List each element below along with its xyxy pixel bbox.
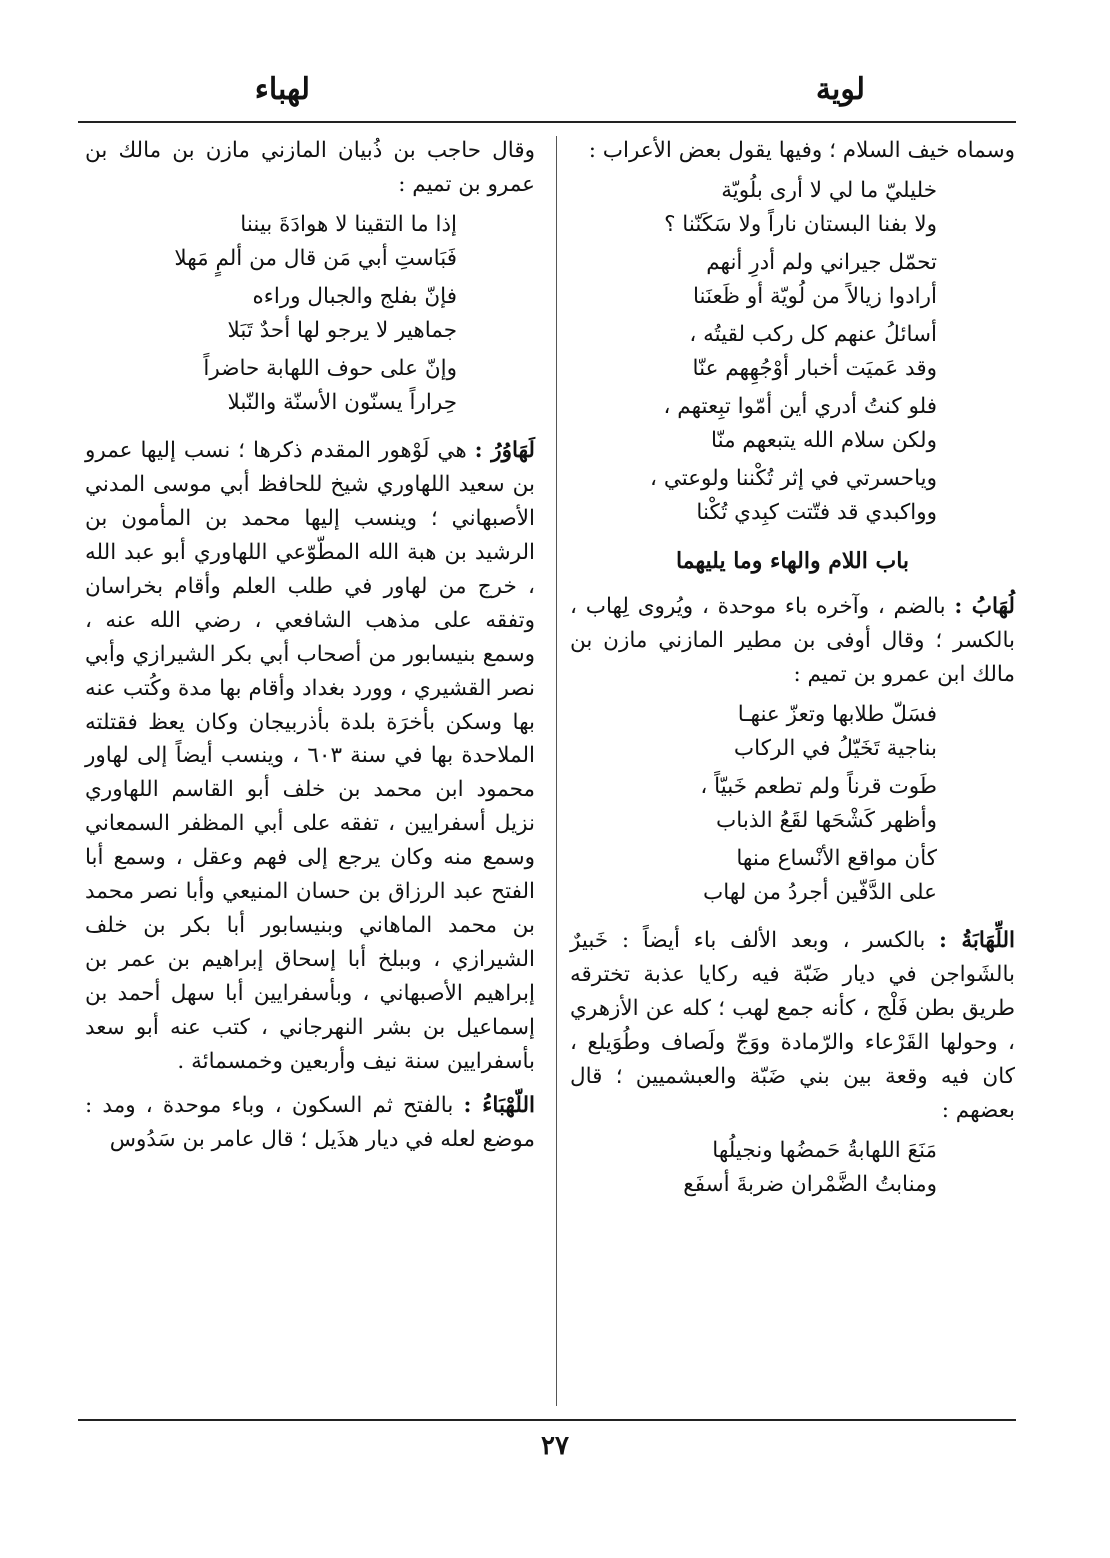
section-title: باب اللام والهاء وما يليهما [675,547,910,574]
entry-term: اللِّهَابَةُ : [939,928,1015,954]
verse-line: ولا بفنا البستان ناراً ولا سَكَنّنا ؟ [664,211,937,237]
verse-line: طَوت قرناً ولم تطعم خَبيّاً ، [700,774,937,800]
poem-block [85,208,535,420]
verse-line: وياحسرتي في إثر تُكْننا ولوعتي ، [650,465,937,491]
entry-text: بالضم ، وآخره باء موحدة ، ويُروى لِهاب ، بالكسر ؛ وقال أوفى بن مطير المازني مازن بن مالك ابن عمرو بن تميم : [570,594,1015,688]
verse-line: ومنابتُ الضَّمْران ضربةَ أسفَع [683,1171,937,1197]
verse-line: وواكبدي قد فتّتت كبِدي تُكْنا [696,499,937,525]
page-number: ٢٧ [541,1431,569,1461]
poem-block [570,174,1015,530]
verse-line: إذا ما التقينا لا هوادَةَ بيننا [240,211,457,237]
verse-line: وقد عَميَت أخبار أوْجُهِهم عنّا [692,355,937,381]
verse-line: فلو كنتُ أدري أين أمّوا تبِعتهم ، [663,393,937,419]
verse-line: وإنّ على حوف اللهابة حاضراً [203,355,457,381]
dictionary-entry [570,590,1015,692]
verse-line: أرادوا زيالاً من لُويّة أو ظَعنَنا [692,283,937,309]
intro-text: وقال حاجب بن ذُبيان المازني مازن بن مالك بن عمرو بن تميم : [85,138,535,197]
entry-term: لَهَاوُرُ : [474,437,535,463]
column-divider [556,136,557,1406]
dictionary-entry [85,434,535,1079]
entry-text: بالفتح ثم السكون ، وباء موحدة ، ومد : موضع لعله في ديار هذَيل ؛ قال عامر بن سَدُوس [85,1093,535,1153]
verse-line: حِراراً يسنّون الأسنّة والنّبلا [227,389,457,415]
verse-line: وأظهر كَشْحَها لقَعُ الذباب [716,808,937,834]
verse-line: بناجية تَخَيّلُ في الركاب [733,736,937,762]
dictionary-entry [85,1089,535,1157]
verse-line: جماهير لا يرجو لها أحدٌ تَبَلا [227,317,457,343]
entry-term: لُهَابُ : [954,594,1015,620]
verse-line: تحمّل جيراني ولم أدرِ أنهم [706,249,937,275]
verse-line: فَبَاستِ أبي مَن قال من ألمٍ مَهلا [174,245,457,271]
intro-text: وسماه خيف السلام ؛ وفيها يقول بعض الأعراب : [588,138,1015,163]
right-column [570,134,1015,1216]
top-rule [78,121,1016,123]
verse-line: ولكن سلام الله يتبعهم منّا [711,427,937,453]
poem-block [570,698,1015,910]
entry-text: بالكسر ، وبعد الألف باء أيضاً : خَبيرٌ بالشَواجن في ديار ضَبّة فيه ركايا عذبة تخترقه طريق بطن فَلْج ، كأنه جمع لهب ؛ كله عن الأزهري ، وحولها القَرْعاء والرّمادة ووَجّ ولَصاف وطُوَيلع ، كان فيه وقعة بين بني ضَبّة والعبشميين ؛ قال بعضهم : [570,928,1015,1123]
running-header-right: لوية [815,72,865,107]
verse-line: أسائلُ عنهم كل ركب لقيتُه ، [689,321,937,347]
entry-text: هي لَوْهور المقدم ذكرها ؛ نسب إليها عمرو بن سعيد اللهاوري شيخ للحافظ أبي موسى المدني الأصبهاني ؛ وينسب إليها محمد بن المأمون بن الرشيد بن هبة الله المطّوّعي اللهاوري أبو عبد الله ، خرج من لهاور في طلب العلم وأقام بخراسان وتفقه على مذهب الشافعي ، رضي الله عنه ، وسمع بنيسابور من أصحاب أبي بكر الشيرازي وأبي نصر القشيري ، وورد بغداد وأقام بها مدة وكُتب عنه بها وسكن بأخرَة بلدة بأذربيجان وكان يعظ فقتلته الملاحدة بها في سنة ٦٠٣ ، وينسب أيضاً إلى لهاور محمود ابن محمد بن خلف أبو القاسم اللهاوري نزيل أسفرايين ، تفقه على أبي المظفر السمعاني وسمع منه وكان يرجع إلى فهم وعقل ، وسمع أبا الفتح عبد الرزاق بن حسان المنيعي وأبا نصر محمد بن محمد الماهاني وبنيسابور أبا بكر بن خلف الشيرازي ، وببلخ أبا إسحاق إبراهيم بن عمر بن إبراهيم الأصبهاني ، وبأسفرايين أبا سهل أحمد بن إسماعيل بن بشر النهرجاني ، كتب عنه أبو سعد بأسفرايين سنة نيف وأربعين وخمسمائة . [85,437,535,1075]
verse-line: كأن مواقع الأنْساع منها [736,846,937,872]
verse-line: فإنّ بفلج والجبال وراءه [252,283,457,309]
verse-line: فسَلّ طلابها وتعزّ عنهـا [737,702,937,728]
verse-line: على الدَّفّين أجردُ من لهاب [703,880,937,906]
dictionary-entry [570,924,1015,1128]
running-header-left: لهباء [254,72,310,107]
entry-term: اللّهْبَاءُ : [463,1093,535,1119]
verse-line: مَنَعَ اللهابةُ حَمضُها ونجيلُها [712,1137,937,1163]
left-column [85,134,535,1157]
poem-block [570,1134,1015,1202]
verse-line: خليليّ ما لي لا أرى بلُويّة [721,177,937,203]
bottom-rule [78,1419,1016,1421]
